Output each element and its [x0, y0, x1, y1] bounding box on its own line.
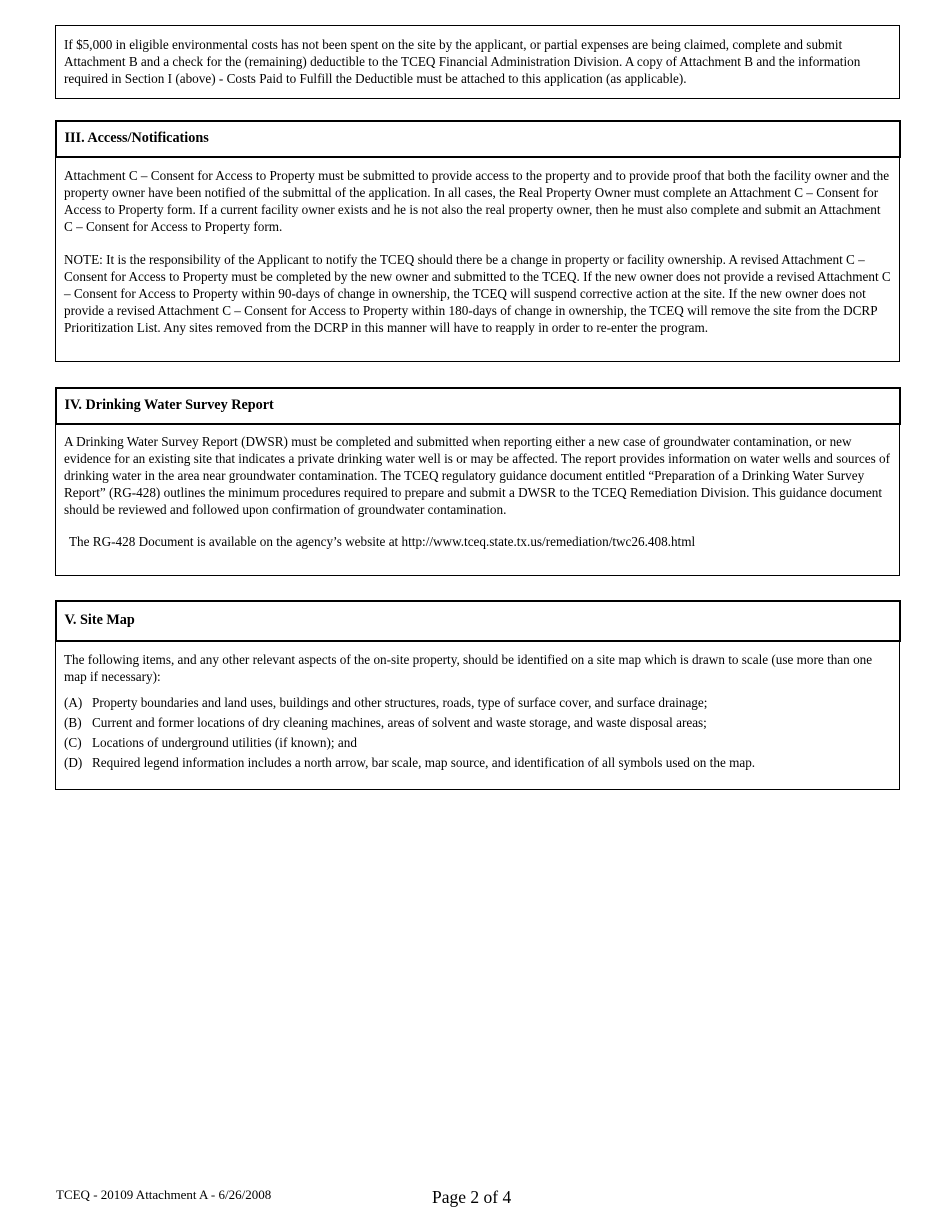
dwsr-paragraph: A Drinking Water Survey Report (DWSR) must be completed and submitted when reporting either a new case of groundwater contamination, or new evidence for an existing site that indicates a private drinking water well is or may be affected. The report provides information on water wells and sources of drinking water in the area near groundwater contamination. The TCEQ regulatory guidance document entitled “Preparation of a Drinking Water Survey Report” (RG-428) outlines the minimum procedures required to prepare and submit a DWSR to the TCEQ Remediation Division. This guidance document should be reviewed and followed upon confirmation of groundwater contamination.: [64, 433, 891, 517]
list-item-label: (B): [64, 714, 82, 730]
list-item: [64, 714, 891, 734]
section-title-access-notifications: III. Access/Notifications: [55, 120, 901, 158]
section-access-notifications: [55, 120, 900, 362]
list-item: [64, 694, 891, 714]
page-number: Page 2 of 4: [432, 1187, 512, 1207]
list-item: [64, 754, 891, 774]
list-item-label: (C): [64, 734, 82, 750]
list-item-text: Required legend information includes a north arrow, bar scale, map source, and identification of all symbols used on the map.: [92, 754, 756, 770]
section-site-map: [55, 600, 900, 790]
list-item-text: Locations of underground utilities (if known); and: [92, 734, 357, 750]
site-map-intro: The following items, and any other relevant aspects of the on-site property, should be identified on a site map which is drawn to scale (use more than one map if necessary):: [64, 651, 873, 684]
list-item: [64, 734, 891, 754]
access-paragraph: Attachment C – Consent for Access to Property must be submitted to provide access to the property and to provide proof that both the facility owner and the property owner have been notified of the submittal of the application. In all cases, the Real Property Owner must complete an Attachment C – Consent for Access to Property form. If a current facility owner exists and he is not also the real property owner, then he must also complete and submit an Attachment C – Consent for Access to Property form.: [64, 167, 890, 234]
site-map-requirements-list: [64, 694, 891, 774]
ownership-note-paragraph: NOTE: It is the responsibility of the Applicant to notify the TCEQ should there be a change in property or facility ownership. A revised Attachment C – Consent for Access to Property must be completed by the new owner and submitted to the TCEQ. If the new owner does not provide a revised Attachment C – Consent for Access to Property within 90-days of change in ownership, the TCEQ will suspend corrective action at the site. If the new owner does not provide a revised Attachment C – Consent for Access to Property within 180-days of change in ownership, the TCEQ will remove the site from the DCRP Prioritization List. Any sites removed from the DCRP in this manner will have to reapply in order to re-enter the program.: [64, 251, 891, 335]
list-item-text: Current and former locations of dry cleaning machines, areas of solvent and waste storage, and waste disposal areas;: [92, 714, 707, 730]
rg428-availability-text: The RG-428 Document is available on the agency’s website at http://www.tceq.state.tx.us/remediation/twc26.408.html: [69, 533, 696, 549]
deductible-notice-box: [55, 25, 900, 99]
deductible-notice-text: If $5,000 in eligible environmental costs has not been spent on the site by the applicant, or partial expenses are being claimed, complete and submit Attachment B and a check for the (remaining) deductible to the TCEQ Financial Administration Division. A copy of Attachment B and the information required in Section I (above) - Costs Paid to Fulfill the Deductible must be attached to this application (as applicable).: [64, 37, 861, 86]
section-drinking-water-survey: [55, 387, 900, 576]
list-item-label: (A): [64, 694, 83, 710]
list-item-label: (D): [64, 754, 83, 770]
form-identifier: TCEQ - 20109 Attachment A - 6/26/2008: [56, 1187, 272, 1202]
section-title-site-map: V. Site Map: [55, 600, 901, 642]
list-item-text: Property boundaries and land uses, buildings and other structures, roads, type of surface cover, and surface drainage;: [92, 694, 708, 710]
section-title-drinking-water-survey: IV. Drinking Water Survey Report: [55, 387, 901, 425]
